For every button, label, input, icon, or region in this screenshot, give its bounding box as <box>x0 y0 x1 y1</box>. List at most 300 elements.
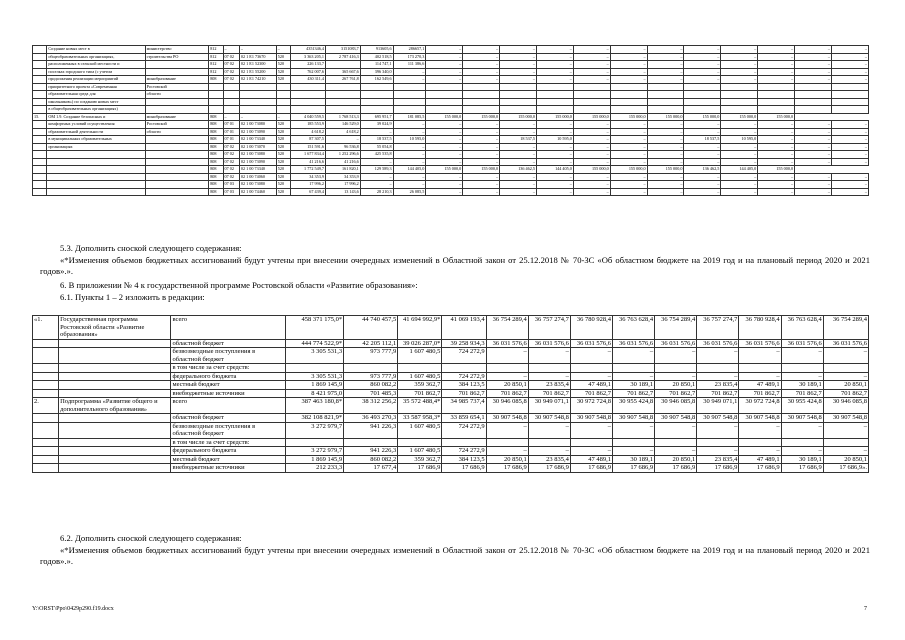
table-cell: 34 353,9 <box>325 173 360 181</box>
table-cell: комфортных условий осуществления <box>47 121 145 129</box>
table-cell: 724 272,9 <box>442 348 486 364</box>
table-row <box>33 372 869 381</box>
table-cell <box>795 83 832 91</box>
table-cell: 15. <box>33 113 47 121</box>
table-cell <box>573 83 610 91</box>
table-cell <box>647 98 684 106</box>
table-cell: 359 362,7 <box>398 381 442 390</box>
table-cell: 808 <box>209 158 223 166</box>
table-cell: 860 082,2 <box>344 381 398 390</box>
table-cell <box>831 83 868 91</box>
table-cell <box>33 372 59 381</box>
table-cell: 47 489,1 <box>570 381 612 390</box>
table-cell: – <box>536 68 573 76</box>
table-cell: 30 972 724,8 <box>739 398 781 414</box>
table-cell <box>758 83 795 91</box>
table-cell <box>59 364 171 373</box>
table-cell: 384 123,5 <box>442 381 486 390</box>
table-cell: 34 353,9 <box>291 173 326 181</box>
table-cell: – <box>758 68 795 76</box>
paragraph-6-1: 6.1. Пункты 1 – 2 изложить в редакции: <box>60 292 205 302</box>
table-cell <box>33 389 59 398</box>
table-cell: 07 02 <box>223 68 239 76</box>
table-cell <box>528 364 570 373</box>
table-cell <box>33 464 59 473</box>
table-cell: – <box>831 173 868 181</box>
table-cell: – <box>655 422 697 438</box>
table-cell <box>684 91 721 99</box>
table-cell <box>33 364 59 373</box>
table-cell: – <box>758 121 795 129</box>
table-cell: 701 862,7 <box>655 389 697 398</box>
table-cell: – <box>500 53 537 61</box>
footnote-paragraph-1: «*Изменения объемов бюджетных ассигнований будут учтены при внесении очередных изменений в Областной закон от 25.12.2018 № 70-ЗС «Об областном бюджете на 2019 год и на плановый период 2020 и 2021 годов».». <box>40 255 870 276</box>
table-cell: – <box>795 188 832 196</box>
table-cell <box>721 106 758 114</box>
table-cell: общеобразовательных организациях, <box>47 53 145 61</box>
table-cell: – <box>426 53 463 61</box>
table-cell <box>573 91 610 99</box>
table-cell <box>33 447 59 456</box>
table-cell: 30 946 085,8 <box>486 398 528 414</box>
table-cell: всего <box>171 316 285 340</box>
table-cell: – <box>647 173 684 181</box>
table-cell <box>463 83 500 91</box>
table-cell: – <box>684 151 721 159</box>
table-cell: – <box>426 76 463 84</box>
table-cell <box>426 91 463 99</box>
table-cell <box>721 98 758 106</box>
table-cell: 520 <box>276 143 290 151</box>
table-cell: – <box>570 348 612 364</box>
table-cell: – <box>795 143 832 151</box>
table-cell <box>33 151 47 159</box>
table-cell: 808 <box>209 188 223 196</box>
table-cell: 67 439,4 <box>291 188 326 196</box>
table-cell: – <box>697 447 739 456</box>
table-cell: 18 537,5 <box>500 136 537 144</box>
table-cell: 155 000,0 <box>573 113 610 121</box>
table-cell: 38 312 256,2 <box>344 398 398 414</box>
table-cell: 20 850,1 <box>823 381 868 390</box>
table-cell: – <box>573 46 610 54</box>
table-cell: 30 955 424,8 <box>781 398 823 414</box>
table-cell: 3 305 531,3 <box>285 348 343 364</box>
table-cell: 02 1 00 73070 <box>239 143 276 151</box>
table-cell: 695 951,7 <box>360 113 393 121</box>
table-cell <box>613 364 655 373</box>
table-cell <box>758 98 795 106</box>
table-cell <box>145 173 209 181</box>
table-row <box>33 143 869 151</box>
table-cell: 30 907 548,8 <box>823 414 868 423</box>
table-cell <box>276 106 290 114</box>
table-cell: – <box>573 53 610 61</box>
table-row <box>33 61 869 69</box>
table-cell <box>536 106 573 114</box>
table-cell: 520 <box>276 173 290 181</box>
table-cell <box>223 91 239 99</box>
table-cell: 30 907 548,8 <box>528 414 570 423</box>
table-cell <box>486 438 528 447</box>
table-cell <box>398 364 442 373</box>
table-cell: – <box>536 128 573 136</box>
table-cell <box>831 91 868 99</box>
table-cell: – <box>536 181 573 189</box>
table-cell: 17 686,9 <box>570 464 612 473</box>
table-cell <box>33 76 47 84</box>
table-cell <box>47 181 145 189</box>
table-cell: – <box>573 173 610 181</box>
table-cell: 30 907 548,8 <box>613 414 655 423</box>
table-cell: – <box>573 121 610 129</box>
table-cell: 520 <box>276 151 290 159</box>
table-cell <box>610 98 647 106</box>
table-cell: – <box>647 158 684 166</box>
table-cell: – <box>426 68 463 76</box>
table-cell <box>145 166 209 174</box>
table-cell: 520 <box>276 128 290 136</box>
table-cell: 724 272,9 <box>442 372 486 381</box>
table-row <box>33 46 869 54</box>
table-cell: областной бюджет <box>171 339 285 348</box>
table-cell: 30 907 548,8 <box>486 414 528 423</box>
table-cell: – <box>823 422 868 438</box>
table-cell: 1 772 549,7 <box>291 166 326 174</box>
table-cell: 146 529,0 <box>325 121 360 129</box>
table-cell: – <box>795 68 832 76</box>
table-cell: – <box>610 61 647 69</box>
table-cell <box>145 181 209 189</box>
table-row <box>33 438 869 447</box>
table-cell: 701 485,3 <box>344 389 398 398</box>
table-cell: 155 000,0 <box>500 113 537 121</box>
table-cell: 36 031 576,6 <box>570 339 612 348</box>
table-cell: 212 233,3 <box>285 464 343 473</box>
table-cell: расположенных в сельской местности и <box>47 61 145 69</box>
page-number: 7 <box>864 606 867 612</box>
table-cell: – <box>426 136 463 144</box>
table-cell: – <box>463 151 500 159</box>
table-cell: – <box>647 136 684 144</box>
table-cell: – <box>426 128 463 136</box>
table-cell: 286657,1 <box>393 46 426 54</box>
table-cell: 23 835,4 <box>697 381 739 390</box>
table-cell: 155 000,0 <box>463 113 500 121</box>
table-cell <box>463 98 500 106</box>
table-cell <box>610 106 647 114</box>
table-cell: 30 949 071,1 <box>697 398 739 414</box>
table-cell: 23 835,4 <box>528 381 570 390</box>
table-cell: – <box>739 372 781 381</box>
table-cell <box>442 438 486 447</box>
table-cell: 23 835,4 <box>697 455 739 464</box>
table-cell: – <box>500 158 537 166</box>
table-cell: 36 754 289,4 <box>655 316 697 340</box>
table-row <box>33 398 869 414</box>
table-cell: – <box>500 61 537 69</box>
table-cell: 1 869 145,9 <box>285 455 343 464</box>
table-cell: 155 000,0 <box>426 113 463 121</box>
table-cell: – <box>426 181 463 189</box>
table-cell: 30 907 548,8 <box>697 414 739 423</box>
table-cell <box>276 98 290 106</box>
table-cell <box>795 106 832 114</box>
table-cell <box>145 143 209 151</box>
table-cell <box>655 438 697 447</box>
table-cell: – <box>463 53 500 61</box>
table-cell: 136 462,5 <box>500 166 537 174</box>
table-cell: – <box>684 121 721 129</box>
table-cell: – <box>739 422 781 438</box>
table-cell: 4 040 559,5 <box>291 113 326 121</box>
table-cell: Ростовской <box>145 83 209 91</box>
table-cell: 36 757 274,7 <box>528 316 570 340</box>
table-cell: – <box>393 121 426 129</box>
table-cell: 30 972 724,8 <box>570 398 612 414</box>
table-cell: – <box>721 76 758 84</box>
table-cell: 155 000,0 <box>684 113 721 121</box>
table-cell: – <box>573 68 610 76</box>
table-cell <box>325 106 360 114</box>
table-cell: – <box>795 158 832 166</box>
table-cell <box>739 438 781 447</box>
table-cell: – <box>758 76 795 84</box>
table-cell: – <box>684 173 721 181</box>
footnote-paragraph-2: «*Изменения объемов бюджетных ассигнований будут учтены при внесении очередных изменений в Областной закон от 25.12.2018 № 70-ЗС «Об областном бюджете на 2019 год и на плановый период 2020 и 2021 годов».». <box>40 545 870 566</box>
table-row <box>33 91 869 99</box>
table-row <box>33 389 869 398</box>
table-cell: – <box>536 76 573 84</box>
table-cell: области <box>145 128 209 136</box>
table-cell: 30 189,1 <box>613 381 655 390</box>
table-cell <box>239 91 276 99</box>
table-cell <box>33 381 59 390</box>
table-cell: 185 553,9 <box>291 121 326 129</box>
table-cell: 520 <box>276 188 290 196</box>
table-cell <box>291 83 326 91</box>
table-cell: – <box>610 136 647 144</box>
table-cell: – <box>573 158 610 166</box>
table-cell: 07 02 <box>223 166 239 174</box>
table-cell <box>33 83 47 91</box>
table-cell: – <box>647 46 684 54</box>
table-cell: – <box>795 128 832 136</box>
table-cell: 520 <box>276 181 290 189</box>
table-cell: 129 589,3 <box>360 166 393 174</box>
table-cell: 10 595,0 <box>721 136 758 144</box>
table-cell: 07 02 <box>223 61 239 69</box>
table-cell <box>393 83 426 91</box>
table-cell: – <box>831 181 868 189</box>
table-cell <box>33 136 47 144</box>
table-cell: – <box>528 348 570 364</box>
table-cell: 18 537,5 <box>684 136 721 144</box>
table-cell: – <box>393 173 426 181</box>
table-row <box>33 381 869 390</box>
table-cell <box>33 173 47 181</box>
table-cell: 30 189,1 <box>613 455 655 464</box>
table-cell: – <box>831 143 868 151</box>
table-cell: – <box>360 173 393 181</box>
table-cell: – <box>500 188 537 196</box>
table-cell: 701 862,7 <box>398 389 442 398</box>
table-cell: 520 <box>276 76 290 84</box>
table-cell <box>33 455 59 464</box>
table-cell: 35 572 488,4* <box>398 398 442 414</box>
table-cell: – <box>610 188 647 196</box>
table-cell: – <box>610 181 647 189</box>
table-row <box>33 166 869 174</box>
table-cell: – <box>463 143 500 151</box>
table-cell: – <box>610 68 647 76</box>
table-cell: – <box>781 447 823 456</box>
table-cell <box>647 106 684 114</box>
table-cell: – <box>831 128 868 136</box>
table-cell: – <box>721 173 758 181</box>
table-cell: 941 226,3 <box>344 447 398 456</box>
table-cell: 382 108 821,9* <box>285 414 343 423</box>
table-cell: – <box>500 121 537 129</box>
table-cell: местный бюджет <box>171 381 285 390</box>
table-cell: местный бюджет <box>171 455 285 464</box>
table-cell <box>647 91 684 99</box>
table-cell: 3 363 205,1 <box>291 53 326 61</box>
table-cell: – <box>721 68 758 76</box>
table-cell: – <box>610 46 647 54</box>
table-cell: 02 1 00 73080 <box>239 181 276 189</box>
table-cell: – <box>536 143 573 151</box>
table-cell: 701 862,7 <box>528 389 570 398</box>
table-cell: – <box>758 143 795 151</box>
table-cell <box>285 438 343 447</box>
table-cell: 30 946 085,8 <box>655 398 697 414</box>
table-cell: 808 <box>209 166 223 174</box>
table-cell: 724 272,9 <box>442 447 486 456</box>
table-cell: 36 031 576,6 <box>655 339 697 348</box>
table-cell: минобразование <box>145 113 209 121</box>
table-cell: – <box>500 128 537 136</box>
table-cell: 808 <box>209 143 223 151</box>
table-cell: Государственная программа Ростовской области «Развитие образования» <box>59 316 171 340</box>
table-cell: – <box>823 348 868 364</box>
table-cell: – <box>781 348 823 364</box>
table-cell: – <box>781 372 823 381</box>
table-cell <box>684 83 721 91</box>
table-cell: – <box>697 422 739 438</box>
table-cell: 808 <box>209 76 223 84</box>
table-cell <box>360 91 393 99</box>
table-cell: 520 <box>276 61 290 69</box>
table-cell: 33 587 958,3* <box>398 414 442 423</box>
table-cell: – <box>831 188 868 196</box>
table-cell: – <box>823 372 868 381</box>
table-cell: – <box>573 61 610 69</box>
table-cell: 07 02 <box>223 76 239 84</box>
table-cell: – <box>795 53 832 61</box>
table-cell: безвозмездные поступления в областной бюджет <box>171 422 285 438</box>
table-cell: – <box>536 61 573 69</box>
table-cell: 3 272 979,7 <box>285 422 343 438</box>
table-cell: – <box>610 158 647 166</box>
table-cell: 02 1 00 73080 <box>239 151 276 159</box>
table-cell: 87 307,5 <box>291 136 326 144</box>
table-cell <box>344 438 398 447</box>
table-cell: – <box>647 76 684 84</box>
table-cell <box>325 83 360 91</box>
table-cell: ОМ 1.9. Создание безопасных и <box>47 113 145 121</box>
table-cell: – <box>536 158 573 166</box>
table-cell: 34 985 737,4 <box>442 398 486 414</box>
table-cell: – <box>223 113 239 121</box>
table-cell: 36 031 576,6 <box>781 339 823 348</box>
table-cell: – <box>570 372 612 381</box>
table-cell: – <box>831 158 868 166</box>
table-cell: – <box>500 181 537 189</box>
table-cell <box>59 464 171 473</box>
table-cell: – <box>610 173 647 181</box>
table-cell: 860 082,2 <box>344 455 398 464</box>
table-cell <box>239 83 276 91</box>
table-row <box>33 136 869 144</box>
table-cell: 520 <box>276 53 290 61</box>
table-cell: 20 850,1 <box>823 455 868 464</box>
table-cell: 808 <box>209 136 223 144</box>
table-cell: 701 862,7 <box>486 389 528 398</box>
table-cell: 36 031 576,6 <box>739 339 781 348</box>
table-cell: 808 <box>209 151 223 159</box>
table-cell: – <box>831 136 868 144</box>
table-row <box>33 76 869 84</box>
table-cell: безвозмездные поступления в областной бюджет <box>171 348 285 364</box>
table-cell: 07 02 <box>223 151 239 159</box>
table-cell: 17 686,9 <box>442 464 486 473</box>
table-cell: 42 205 112,1 <box>344 339 398 348</box>
table-cell: 430 311,4 <box>291 76 326 84</box>
table-row <box>33 121 869 129</box>
table-row <box>33 106 869 114</box>
table-cell: – <box>647 188 684 196</box>
table-cell: 155 000,0 <box>426 166 463 174</box>
table-cell: в том числе за счет средств: <box>171 364 285 373</box>
table-cell <box>831 106 868 114</box>
table-cell: – <box>426 121 463 129</box>
table-cell: – <box>463 76 500 84</box>
table-cell <box>276 91 290 99</box>
table-cell: 02 1 E1 55200 <box>239 68 276 76</box>
table-cell <box>33 158 47 166</box>
table-cell: – <box>613 447 655 456</box>
table-cell <box>145 158 209 166</box>
table-cell: – <box>573 136 610 144</box>
table-cell: 02 1 00 73090 <box>239 158 276 166</box>
table-row <box>33 113 869 121</box>
table-cell: 155 000,0 <box>610 166 647 174</box>
table-cell <box>325 98 360 106</box>
table-cell: 3 305 531,3 <box>285 372 343 381</box>
table-cell: – <box>758 46 795 54</box>
table-row <box>33 68 869 76</box>
table-cell <box>398 438 442 447</box>
table-cell: 808 <box>209 113 223 121</box>
table-cell <box>145 61 209 69</box>
table-cell: 17 686,9 <box>613 464 655 473</box>
table-cell: – <box>721 121 758 129</box>
table-cell: – <box>463 121 500 129</box>
table-cell: 365 667,6 <box>325 68 360 76</box>
table-cell: – <box>758 61 795 69</box>
table-cell: 02 1 E1 74210 <box>239 76 276 84</box>
